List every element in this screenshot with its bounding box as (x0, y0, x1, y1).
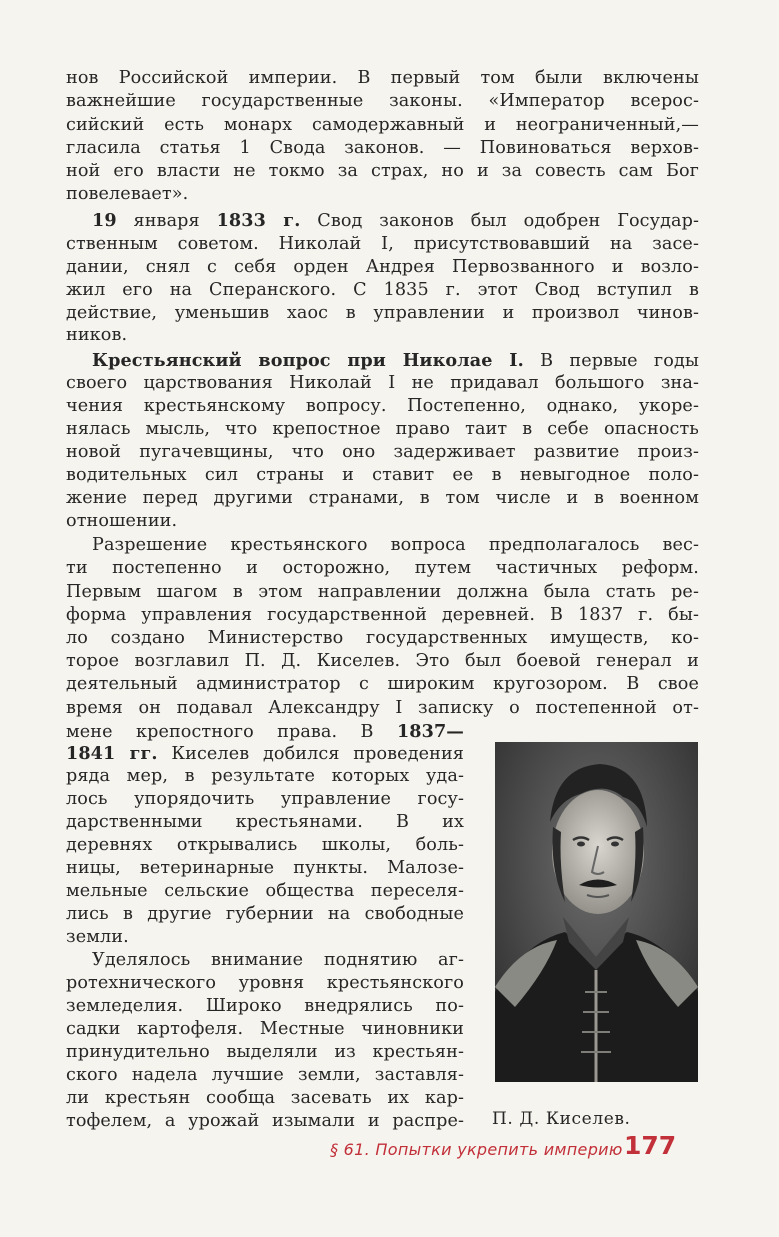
text-line: мельные сельские общества переселя- (66, 881, 464, 901)
text-line: деятельный администратор с широким кругозором. В свое (66, 674, 699, 694)
text-line: тофелем, а урожай изымали и распре- (66, 1111, 464, 1131)
dated-paragraph-line: 19 января 1833 г. Свод законов был одобрен Государ- (92, 210, 699, 231)
text-line: своего царствования Николай I не придавал большого зна- (66, 373, 699, 393)
portrait-image (495, 742, 698, 1082)
text-line: ственным советом. Николай I, присутствовавший на засе- (66, 234, 699, 254)
text-line: деревнях открывались школы, боль- (66, 835, 464, 855)
running-footer-section-title: § 61. Попытки укрепить империю (330, 1140, 623, 1159)
text-line: ского надела лучшие земли, заставля- (66, 1065, 464, 1085)
text-line: земли. (66, 927, 129, 947)
dated-line: 1841 гг. Киселев добился проведения (66, 743, 464, 764)
text-line: отношении. (66, 511, 178, 531)
text-line: сийский есть монарх самодержавный и неограниченный,— (66, 115, 699, 135)
dated-line: мене крепостного права. В 1837— (66, 721, 464, 742)
text-line: ли крестьян сообща засевать их кар- (66, 1088, 464, 1108)
text-line: ротехнического уровня крестьянского (66, 973, 464, 993)
text-line: лись в другие губернии на свободные (66, 904, 464, 924)
text-line: новой пугачевщины, что оно задерживает развитие произ- (66, 442, 699, 462)
page-number: 177 (624, 1131, 677, 1160)
portrait-illustration (495, 742, 698, 1082)
text-line: жение перед другими странами, в том числе и в военном (66, 488, 699, 508)
text-line: торое возглавил П. Д. Киселев. Это был боевой генерал и (66, 651, 699, 671)
text-line: водительных сил страны и ставит ее в невыгодное поло- (66, 465, 699, 485)
text-line: форма управления государственной деревней. В 1837 г. бы- (66, 605, 699, 625)
text-line: ло создано Министерство государственных имуществ, ко- (66, 628, 699, 648)
text-line: ной его власти не токмо за страх, но и за совесть сам Бог (66, 161, 699, 181)
text-line: Первым шагом в этом направлении должна была стать ре- (66, 582, 699, 602)
text-line: ницы, ветеринарные пункты. Малозе- (66, 858, 464, 878)
text-line: принудительно выделяли из крестьян- (66, 1042, 464, 1062)
text-line: дарственными крестьянами. В их (66, 812, 464, 832)
text-line: чения крестьянскому вопросу. Постепенно, однако, укоре- (66, 396, 699, 416)
text-line: жил его на Сперанского. С 1835 г. этот Свод вступил в (66, 280, 699, 300)
text-line: Уделялось внимание поднятию аг- (92, 950, 464, 970)
text-line: ников. (66, 325, 128, 345)
text-line: гласила статья 1 Свода законов. — Повиноваться верхов- (66, 138, 699, 158)
text-line: ти постепенно и осторожно, путем частичных реформ. (66, 558, 699, 578)
text-line: земледелия. Широко внедрялись по- (66, 996, 464, 1016)
text-line: нов Российской империи. В первый том были включены (66, 68, 699, 88)
text-line: садки картофеля. Местные чиновники (66, 1019, 464, 1039)
text-line: ряда мер, в результате которых уда- (66, 766, 464, 786)
text-line: Разрешение крестьянского вопроса предполагалось вес- (92, 535, 699, 555)
text-line: важнейшие государственные законы. «Император всерос- (66, 91, 699, 111)
subheading-line: Крестьянский вопрос при Николае I. В первые годы (92, 350, 699, 371)
text-line: лось упорядочить управление госу- (66, 789, 464, 809)
text-line: время он подавал Александру I записку о постепенной от- (66, 698, 699, 718)
portrait-caption: П. Д. Киселев. (492, 1109, 631, 1129)
text-line: повелевает». (66, 184, 189, 204)
text-line: нялась мысль, что крепостное право таит в себе опасность (66, 419, 699, 439)
text-line: действие, уменьшив хаос в управлении и произвол чинов- (66, 303, 699, 323)
text-line: дании, снял с себя орден Андрея Первозванного и возло- (66, 257, 699, 277)
